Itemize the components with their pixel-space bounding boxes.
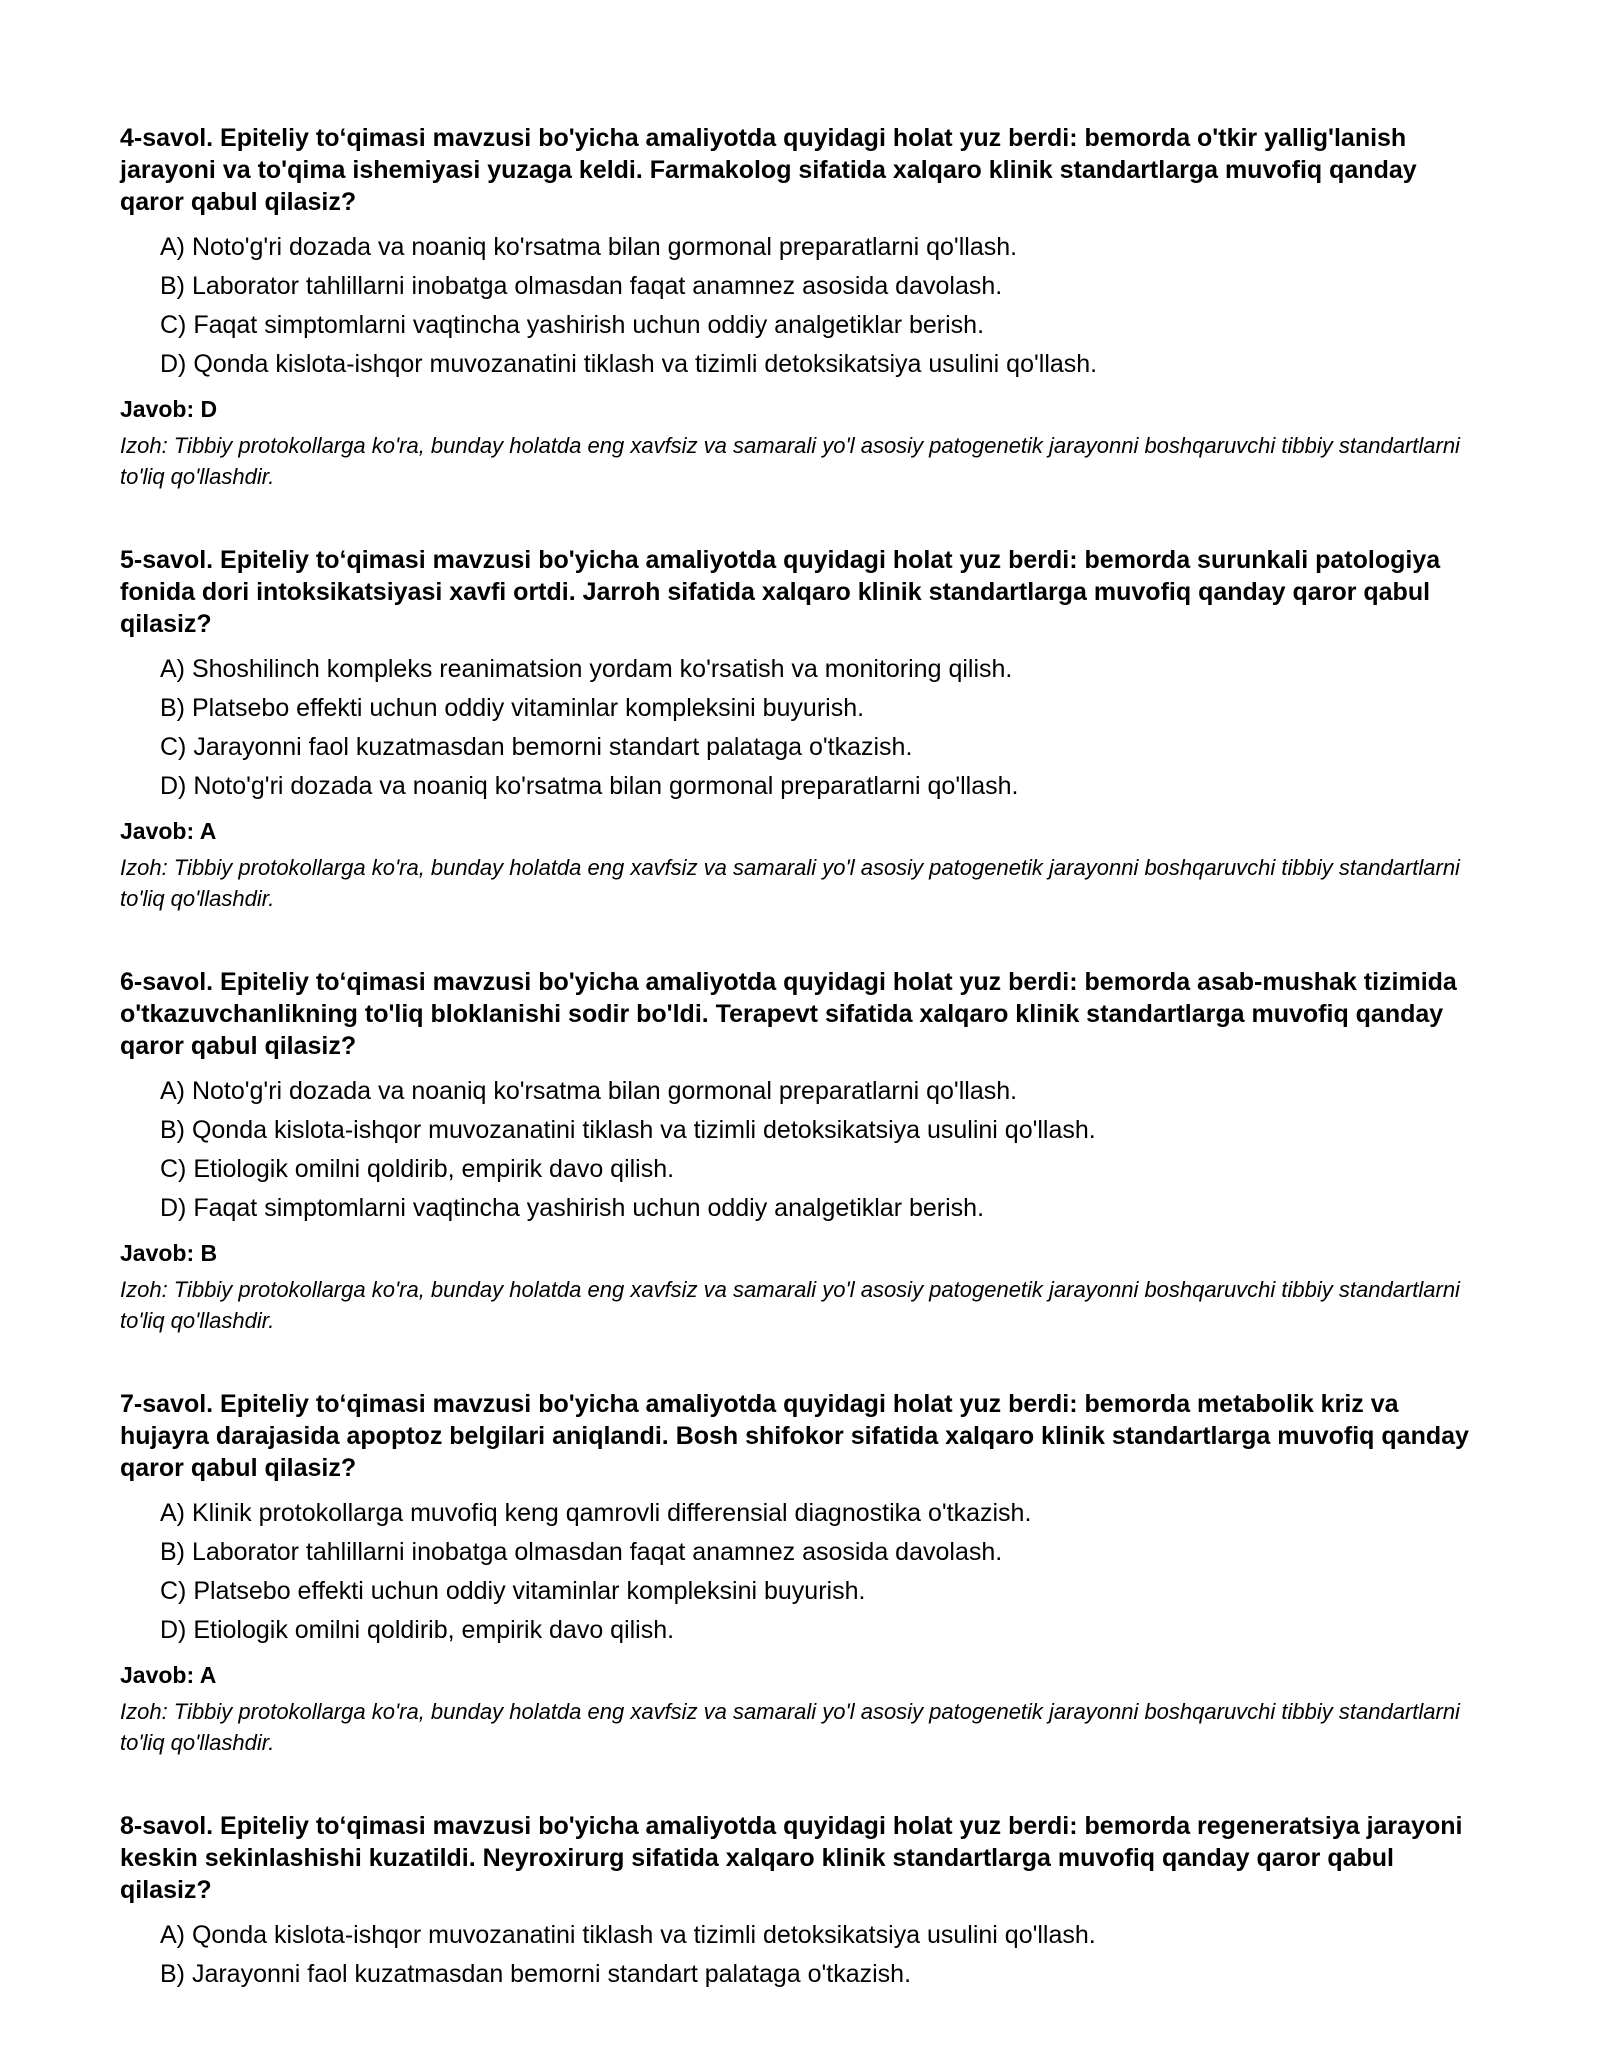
answer-line <box>120 1658 1480 1692</box>
option-list <box>120 1072 1480 1228</box>
option-b: B) Jarayonni faol kuzatmasdan bemorni standart palataga o'tkazish. <box>160 1960 912 1988</box>
answer-line <box>120 814 1480 848</box>
question-block-6 <box>120 966 1480 1336</box>
option-d: D) Noto'g'ri dozada va noaniq ko'rsatma bilan gormonal preparatlarni qo'llash. <box>160 772 1019 800</box>
option-b: B) Platsebo effekti uchun oddiy vitaminlar kompleksini buyurish. <box>160 694 865 722</box>
option-list <box>120 1494 1480 1650</box>
option-a: A) Shoshilinch kompleks reanimatsion yordam ko'rsatish va monitoring qilish. <box>160 655 1013 683</box>
answer-label: Javob: <box>120 1662 195 1688</box>
option-list <box>120 228 1480 384</box>
explanation-text: Izoh: Tibbiy protokollarga ko'ra, bunday holatda eng xavfsiz va samarali yo'l asosiy patogenetik jarayonni boshqaruvchi tibbiy standartlarni to'liq qo'llashdir. <box>120 1699 1460 1755</box>
question-block-5 <box>120 544 1480 914</box>
question-text: 4-savol. Epiteliy to‘qimasi mavzusi bo'yicha amaliyotda quyidagi holat yuz berdi: bemorda o'tkir yallig'lanish jarayoni va to'qima ishemiyasi yuzaga keldi. Farmakolog sifatida xalqaro klinik standartlarga muvofiq qanday qaror qabul qilasiz? <box>120 124 1417 216</box>
question-text: 8-savol. Epiteliy to‘qimasi mavzusi bo'yicha amaliyotda quyidagi holat yuz berdi: bemorda regeneratsiya jarayoni keskin sekinlashishi kuzatildi. Neyroxirurg sifatida xalqaro klinik standartlarga muvofiq qanday qaror qabul qilasiz? <box>120 1812 1463 1904</box>
question-text: 6-savol. Epiteliy to‘qimasi mavzusi bo'yicha amaliyotda quyidagi holat yuz berdi: bemorda asab-mushak tizimida o'tkazuvchanlikning to'liq bloklanishi sodir bo'ldi. Terapevt sifatida xalqaro klinik standartlarga muvofiq qanday qaror qabul qilasiz? <box>120 968 1457 1060</box>
option-c: C) Platsebo effekti uchun oddiy vitaminlar kompleksini buyurish. <box>160 1577 866 1605</box>
question-block-4 <box>120 122 1480 492</box>
document-page <box>120 122 1480 2046</box>
answer-value: A <box>199 818 217 844</box>
question-text: 7-savol. Epiteliy to‘qimasi mavzusi bo'yicha amaliyotda quyidagi holat yuz berdi: bemorda metabolik kriz va hujayra darajasida apoptoz belgilari aniqlandi. Bosh shifokor sifatida xalqaro klinik standartlarga muvofiq qanday qaror qabul qilasiz? <box>120 1390 1469 1482</box>
answer-value: D <box>200 396 218 422</box>
option-a: A) Noto'g'ri dozada va noaniq ko'rsatma bilan gormonal preparatlarni qo'llash. <box>160 1077 1018 1105</box>
option-c: C) Faqat simptomlarni vaqtincha yashirish uchun oddiy analgetiklar berish. <box>160 311 985 339</box>
answer-line <box>120 1236 1480 1270</box>
option-b: B) Laborator tahlillarni inobatga olmasdan faqat anamnez asosida davolash. <box>160 272 1003 300</box>
answer-line <box>120 392 1480 426</box>
option-d: D) Qonda kislota-ishqor muvozanatini tiklash va tizimli detoksikatsiya usulini qo'llash. <box>160 350 1098 378</box>
answer-value: B <box>200 1240 218 1266</box>
option-a: A) Noto'g'ri dozada va noaniq ko'rsatma bilan gormonal preparatlarni qo'llash. <box>160 233 1018 261</box>
option-list <box>120 650 1480 806</box>
answer-label: Javob: <box>120 1240 195 1266</box>
option-b: B) Laborator tahlillarni inobatga olmasdan faqat anamnez asosida davolash. <box>160 1538 1003 1566</box>
option-d: D) Etiologik omilni qoldirib, empirik davo qilish. <box>160 1616 675 1644</box>
option-list <box>120 1916 1480 1994</box>
answer-value: A <box>199 1662 217 1688</box>
answer-label: Javob: <box>120 818 195 844</box>
option-b: B) Qonda kislota-ishqor muvozanatini tiklash va tizimli detoksikatsiya usulini qo'llash. <box>160 1116 1096 1144</box>
option-c: C) Etiologik omilni qoldirib, empirik davo qilish. <box>160 1155 675 1183</box>
option-c: C) Jarayonni faol kuzatmasdan bemorni standart palataga o'tkazish. <box>160 733 913 761</box>
option-a: A) Klinik protokollarga muvofiq keng qamrovli differensial diagnostika o'tkazish. <box>160 1499 1032 1527</box>
question-block-8 <box>120 1810 1480 1994</box>
answer-label: Javob: <box>120 396 195 422</box>
explanation-text: Izoh: Tibbiy protokollarga ko'ra, bunday holatda eng xavfsiz va samarali yo'l asosiy patogenetik jarayonni boshqaruvchi tibbiy standartlarni to'liq qo'llashdir. <box>120 855 1460 911</box>
question-text: 5-savol. Epiteliy to‘qimasi mavzusi bo'yicha amaliyotda quyidagi holat yuz berdi: bemorda surunkali patologiya fonida dori intoksikatsiyasi xavfi ortdi. Jarroh sifatida xalqaro klinik standartlarga muvofiq qanday qaror qabul qilasiz? <box>120 546 1441 638</box>
option-d: D) Faqat simptomlarni vaqtincha yashirish uchun oddiy analgetiklar berish. <box>160 1194 985 1222</box>
option-a: A) Qonda kislota-ishqor muvozanatini tiklash va tizimli detoksikatsiya usulini qo'llash. <box>160 1921 1096 1949</box>
question-block-7 <box>120 1388 1480 1758</box>
explanation-text: Izoh: Tibbiy protokollarga ko'ra, bunday holatda eng xavfsiz va samarali yo'l asosiy patogenetik jarayonni boshqaruvchi tibbiy standartlarni to'liq qo'llashdir. <box>120 433 1460 489</box>
explanation-text: Izoh: Tibbiy protokollarga ko'ra, bunday holatda eng xavfsiz va samarali yo'l asosiy patogenetik jarayonni boshqaruvchi tibbiy standartlarni to'liq qo'llashdir. <box>120 1277 1460 1333</box>
